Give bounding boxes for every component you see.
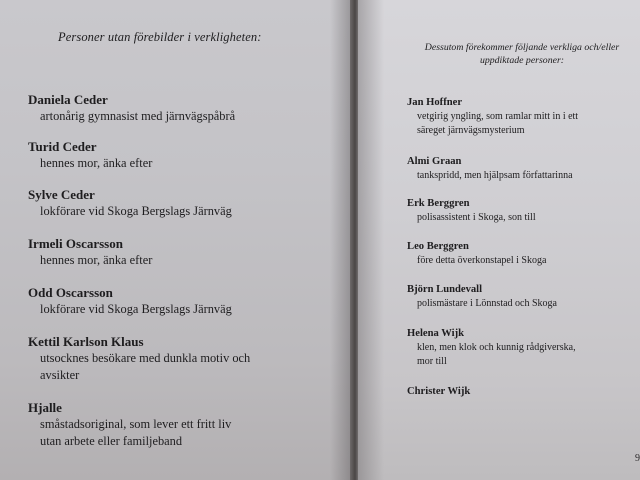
character-entry — [407, 197, 536, 225]
character-entry — [28, 139, 152, 172]
character-name: Daniela Ceder — [28, 92, 108, 107]
character-description: polismästare i Lönnstad och Skoga — [417, 298, 557, 309]
character-name: Erk Berggren — [407, 198, 470, 209]
character-description: polisassistent i Skoga, son till — [417, 212, 536, 223]
character-description: före detta överkonstapel i Skoga — [417, 255, 547, 266]
character-entry — [407, 96, 578, 138]
character-description: tankspridd, men hjälpsam författarinna — [417, 170, 573, 181]
character-entry — [28, 285, 232, 318]
character-name: Helena Wijk — [407, 328, 464, 339]
character-name: Turid Ceder — [28, 139, 97, 154]
character-entry — [28, 92, 235, 125]
character-name: Kettil Karlson Klaus — [28, 334, 144, 349]
character-name: Sylve Ceder — [28, 187, 95, 202]
character-description: småstadsoriginal, som lever ett fritt liv — [40, 417, 232, 431]
character-entry — [28, 334, 250, 384]
character-description: säreget järnvägsmysterium — [417, 125, 525, 136]
character-name: Björn Lundevall — [407, 284, 483, 295]
character-description: artonårig gymnasist med järnvägspåbrå — [40, 109, 236, 123]
character-description: vetgirig yngling, som ramlar mitt in i ett — [417, 111, 579, 122]
character-name: Odd Oscarsson — [28, 285, 113, 300]
character-name: Hjalle — [28, 400, 62, 415]
character-entry — [28, 400, 231, 450]
character-entry — [407, 385, 470, 399]
left-page-heading: Personer utan förebilder i verkligheten: — [58, 30, 262, 44]
character-entry — [407, 283, 557, 311]
character-entry — [28, 187, 232, 220]
character-entry — [407, 327, 576, 369]
character-name: Leo Berggren — [407, 241, 469, 252]
character-name: Irmeli Oscarsson — [28, 236, 123, 251]
character-description: utan arbete eller familjeband — [40, 434, 183, 448]
character-description: hennes mor, änka efter — [40, 253, 153, 267]
character-description: hennes mor, änka efter — [40, 156, 153, 170]
character-description: lokförare vid Skoga Bergslags Järnväg — [40, 204, 232, 218]
right-heading-line: uppdiktade personer: — [479, 55, 565, 66]
character-description: avsikter — [40, 368, 80, 382]
character-name: Christer Wijk — [407, 386, 471, 397]
page-number: 9 — [635, 453, 640, 464]
character-description: mor till — [417, 356, 447, 367]
right-heading-line: Dessutom förekommer följande verkliga och/eller — [424, 42, 620, 53]
character-entry — [407, 240, 546, 268]
character-entry — [28, 236, 152, 269]
character-description: lokförare vid Skoga Bergslags Järnväg — [40, 302, 232, 316]
right-page-heading — [398, 41, 640, 67]
character-name: Almi Graan — [407, 156, 462, 167]
character-description: utsocknes besökare med dunkla motiv och — [40, 351, 251, 365]
character-entry — [407, 155, 573, 183]
character-description: klen, men klok och kunnig rådgiverska, — [417, 342, 576, 353]
character-name: Jan Hoffner — [407, 97, 463, 108]
